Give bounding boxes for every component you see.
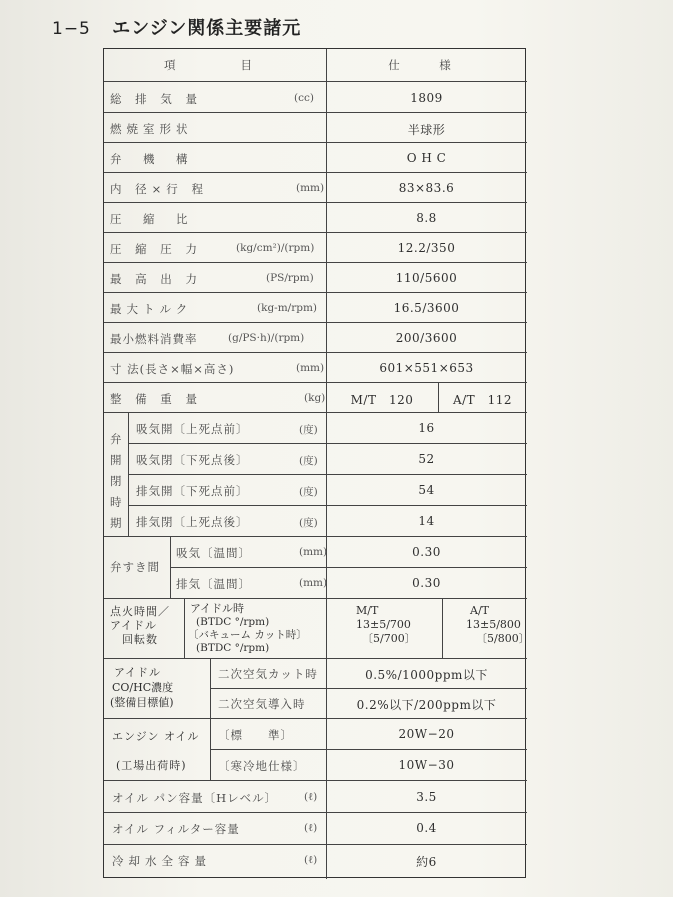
row-value: 16.5/3600 [393,301,460,315]
row-label: 弁 機 構 [110,152,193,166]
row-value: 200/3600 [395,331,458,345]
idle-co-row-label: 二次空気カット時 [218,667,318,681]
row-value: 12.2/350 [397,241,456,255]
row-unit: (mm) [296,182,325,194]
idle-co-label-1: アイドル [114,666,162,679]
bottom-row-value: 0.4 [416,821,437,835]
bottom-row-unit: (ℓ) [304,822,318,834]
row-unit: (cc) [294,92,314,104]
valve-timing-unit: (度) [299,517,318,529]
valve-timing-label: 吸気開〔上死点前〕 [136,422,249,436]
engine-oil-label-2: (工場出荷時) [116,759,187,772]
ignition-mt-2: 13±5/700 [356,618,411,631]
engine-spec-table [103,48,530,878]
valve-timing-value: 52 [418,452,435,466]
ignition-at-1: A/T [470,604,489,617]
ignition-cond-1: アイドル時 [190,602,245,615]
valve-timing-value: 14 [418,514,435,528]
ignition-cond-2: (BTDC °/rpm) [196,616,270,628]
valve-timing-label: 排気閉〔上死点後〕 [136,515,249,529]
section-number: 1−5 [52,19,91,39]
row-value: 8.8 [416,211,437,225]
ignition-cond-3: 〔バキューム カット時〕 [188,629,307,641]
idle-co-label-3: (整備目標値) [110,696,174,709]
row-unit: (PS/rpm) [266,272,314,284]
valve-timing-label: 排気開〔下死点前〕 [136,484,249,498]
ignition-at-2: 13±5/800 [466,618,521,631]
valve-clearance-label: 排気〔温間〕 [176,577,251,591]
row-label: 内 径×行 程 [110,182,208,196]
row-value: 1809 [410,91,443,105]
row-value: O H C [406,151,447,165]
section-heading [52,14,301,40]
engine-oil-row-label: 〔標 準〕 [218,728,293,742]
row-label: 最大トルク [110,302,193,316]
bottom-row-unit: (ℓ) [304,791,318,803]
bottom-row-label: オイル フィルター容量 [112,822,240,836]
weight-at: A/T 112 [452,393,513,407]
valve-clearance-unit: (mm) [299,546,328,558]
idle-co-label-2: CO/HC濃度 [112,681,174,694]
engine-oil-row-value: 10W−30 [398,758,455,772]
ignition-mt-1: M/T [356,604,379,617]
bottom-row-label: 冷却水全容量 [112,854,211,868]
row-unit: (kg/cm²)/(rpm) [236,242,315,254]
section-title: エンジン関係主要諸元 [112,18,302,39]
valve-timing-unit: (度) [299,455,318,467]
row-label: 総 排 気 量 [110,92,202,106]
ignition-label-1: 点火時間／ [110,605,170,618]
ignition-at-3: 〔5/800〕 [476,632,530,645]
valve-timing-label: 吸気閉〔下死点後〕 [136,453,249,467]
valve-timing-unit: (度) [299,424,318,436]
engine-oil-label-1: エンジン オイル [112,730,200,743]
header-spec: 仕 様 [388,58,465,72]
bottom-row-label: オイル パン容量〔Hレベル〕 [112,791,278,805]
row-unit: (kg-m/rpm) [257,302,318,314]
bottom-row-value: 約6 [416,855,437,869]
valve-clearance-value: 0.30 [412,545,441,559]
ignition-cond-4: (BTDC °/rpm) [196,642,270,654]
weight-mt: M/T 120 [350,393,414,407]
valve-timing-group-label: 弁開閉時期 [110,432,122,530]
engine-oil-row-value: 20W−20 [398,727,455,741]
row-label: 最 高 出 力 [110,272,202,286]
weight-label: 整 備 重 量 [110,392,202,406]
bottom-row-value: 3.5 [416,790,437,804]
valve-timing-unit: (度) [299,486,318,498]
row-unit: (g/PS·h)/(rpm) [228,332,305,344]
header-item: 項 目 [164,58,266,72]
idle-co-row-label: 二次空気導入時 [218,697,306,711]
valve-clearance-label: 吸気〔温間〕 [176,546,251,560]
row-value: 601×551×653 [379,361,474,375]
row-label: 圧 縮 比 [110,212,193,226]
engine-oil-row-label: 〔寒冷地仕様〕 [218,759,306,773]
ignition-label-3: 回転数 [122,633,158,646]
valve-timing-value: 16 [418,421,435,435]
valve-clearance-group-label: 弁すき間 [110,560,160,574]
row-value: 110/5600 [395,271,458,285]
row-value: 83×83.6 [398,181,455,195]
row-label: 寸 法(長さ×幅×高さ) [110,362,235,376]
bottom-row-unit: (ℓ) [304,854,318,866]
weight-unit: (kg) [304,392,326,404]
valve-timing-value: 54 [418,483,435,497]
ignition-mt-3: 〔5/700〕 [362,632,416,645]
idle-co-row-value: 0.2%以下/200ppm以下 [356,698,497,712]
row-value: 半球形 [407,123,446,137]
idle-co-row-value: 0.5%/1000ppm以下 [365,668,488,682]
row-label: 最小燃料消費率 [110,332,198,346]
ignition-label-2: アイドル [110,619,158,632]
row-unit: (mm) [296,362,325,374]
row-label: 燃焼室形状 [110,122,193,136]
valve-clearance-unit: (mm) [299,577,328,589]
row-label: 圧 縮 圧 力 [110,242,202,256]
valve-clearance-value: 0.30 [412,576,441,590]
